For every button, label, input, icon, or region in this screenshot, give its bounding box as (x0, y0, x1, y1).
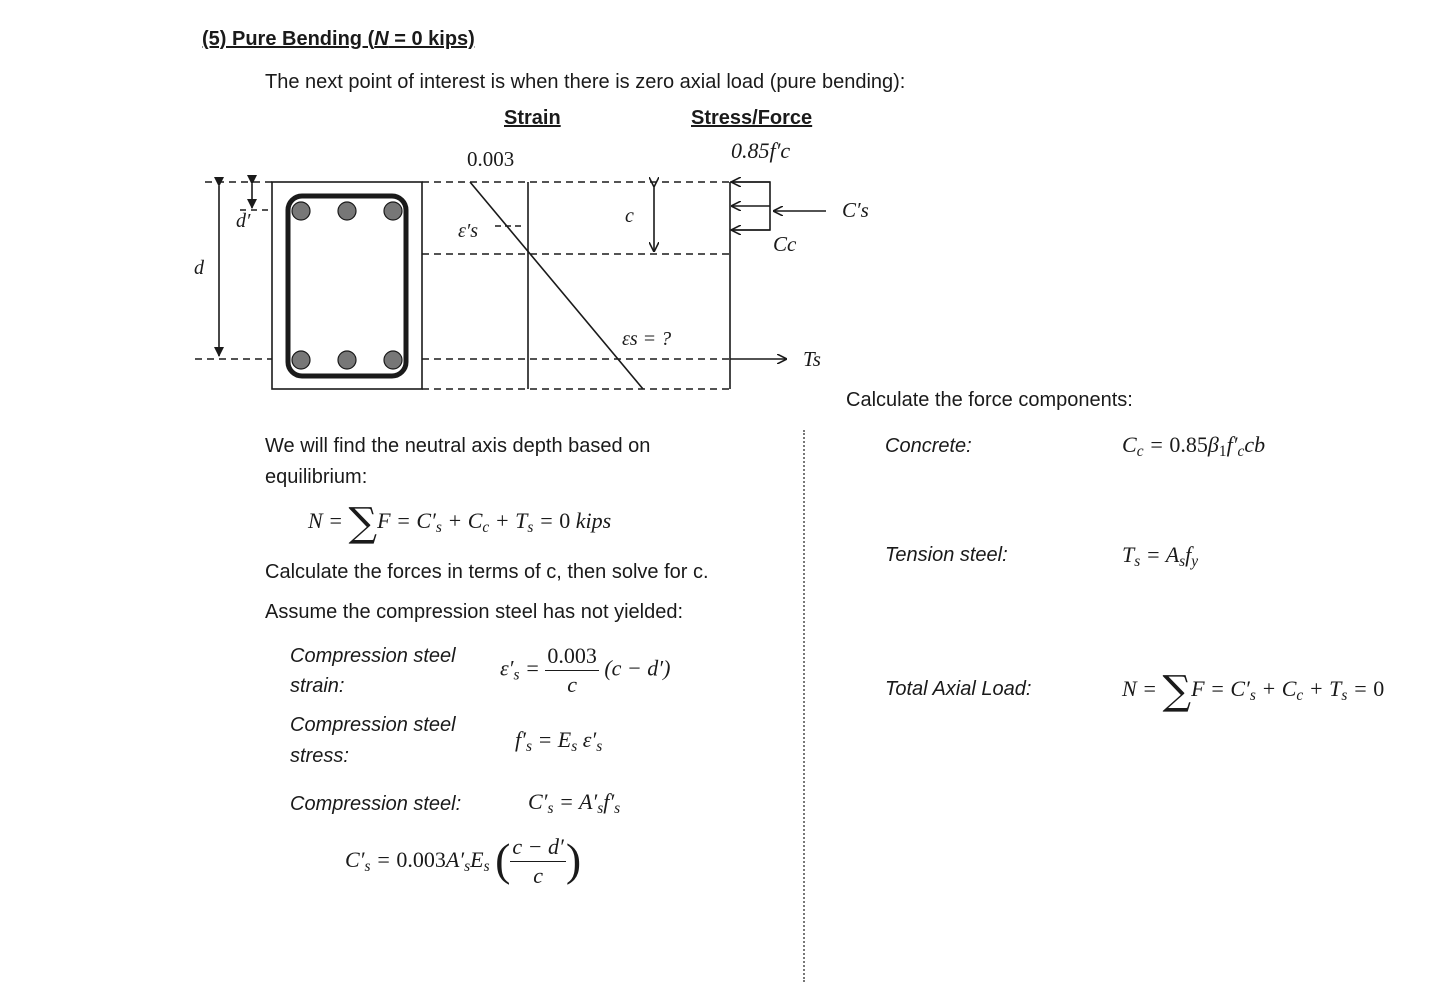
comp-stress-equation: $f'_s = E_s$ $\varepsilon'_s$ (515, 727, 603, 755)
label-cs-prime: C′s (842, 198, 869, 222)
intro-text: The next point of interest is when there is zero axial load (pure bending): (265, 71, 906, 93)
label-eps-s-question: εs = ? (622, 328, 672, 350)
total-axial-equation: $N = \sum F = C'_s + C_c + T_s = 0$ (1122, 668, 1385, 714)
stress-header: Stress/Force (691, 107, 813, 129)
label-d: d (194, 257, 204, 279)
stress-top-value: 0.85f′c (731, 138, 791, 163)
label-cc: Cc (773, 232, 797, 256)
neutral-axis-text-line2: equilibrium: (265, 466, 368, 488)
final-equation: $C'_s = 0.003A'_sE_s$ ( $\frac{c - d'}{c}$ ) (345, 834, 582, 889)
neutral-axis-text-line1: We will find the neutral axis depth based on (265, 435, 651, 457)
tension-equation: $T_s = A_sf_y$ (1122, 542, 1199, 570)
heading-var: N (374, 28, 389, 50)
calc-forces-text: Calculate the forces in terms of c, then solve for c. (265, 561, 709, 583)
comp-strain-label-2: strain: (290, 675, 345, 697)
calc-components-text: Calculate the force components: (846, 389, 1133, 411)
comp-steel-equation: $C'_s = A'_sf'_s$ (528, 789, 621, 817)
comp-strain-equation: $\varepsilon'_s$ = $\frac{0.003}{c}$ (c − d′) (500, 643, 671, 697)
comp-stress-label-1: Compression steel (290, 714, 456, 736)
equilibrium-equation: $N = \sum F = C'_s + C_c + T_s = 0$ kips (308, 500, 612, 546)
strain-header: Strain (504, 107, 561, 129)
comp-stress-label-2: stress: (290, 745, 349, 767)
tension-label: Tension steel: (885, 544, 1008, 566)
assume-text: Assume the compression steel has not yielded: (265, 601, 683, 623)
label-ts: Ts (803, 347, 821, 371)
comp-strain-label-1: Compression steel (290, 645, 456, 667)
comp-steel-label: Compression steel: (290, 793, 462, 815)
rebars (292, 202, 402, 369)
label-d-prime: d′ (236, 210, 251, 232)
heading-prefix: (5) Pure Bending ( (202, 28, 375, 50)
concrete-label: Concrete: (885, 435, 972, 457)
strain-top-value: 0.003 (467, 147, 515, 171)
total-axial-label: Total Axial Load: (885, 678, 1032, 700)
concrete-equation: $C_c = 0.85\beta_1f'_ccb$ (1122, 432, 1266, 460)
column-divider (803, 430, 805, 982)
label-eps-s-prime: ε′s (458, 220, 479, 242)
label-c: c (625, 205, 634, 227)
heading-suffix: = 0 kips) (388, 28, 475, 50)
